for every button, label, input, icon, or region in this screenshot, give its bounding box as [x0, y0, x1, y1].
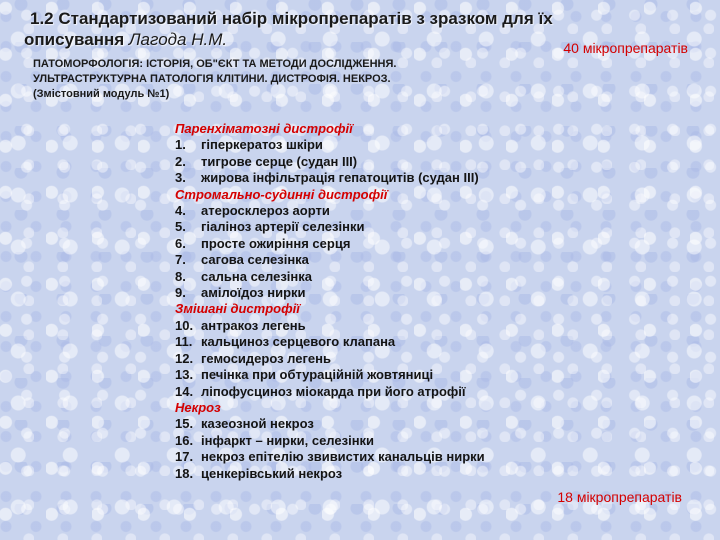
item-text: тигрове серце (судан III): [201, 153, 358, 169]
item-number: 11.: [175, 334, 193, 350]
item-number: 1.: [175, 137, 186, 153]
list-item: [175, 449, 535, 465]
item-number: 6.: [175, 235, 186, 251]
item-text: гемосидероз легень: [201, 350, 331, 366]
module-subheading: [33, 57, 396, 102]
slide-title-line1: 1.2 Стандартизований набір мікропрепаратів з зразком для їх: [30, 9, 553, 28]
list-item: [175, 203, 535, 219]
item-text: кальциноз серцевого клапана: [201, 334, 396, 350]
category-heading: Змішані дистрофії: [175, 301, 300, 317]
subheading-line1: ПАТОМОРФОЛОГІЯ: ІСТОРІЯ, ОБ"ЄКТ ТА МЕТОДИ ДОСЛІДЖЕННЯ.: [33, 58, 397, 70]
list-item: [175, 416, 535, 432]
item-number: 2.: [175, 153, 186, 169]
item-text: антракоз легень: [201, 317, 306, 333]
list-item: [175, 285, 535, 301]
category-heading: Паренхіматозні дистрофії: [175, 121, 353, 136]
category-heading: Стромально-судинні дистрофії: [175, 186, 388, 202]
item-text: ліпофусциноз міокарда при його атрофії: [201, 383, 466, 399]
item-number: 9.: [175, 285, 186, 301]
section-count-label: 18 мікропрепаратів: [557, 489, 682, 505]
list-item: [175, 334, 535, 350]
slide-title: [24, 8, 630, 50]
category-heading: Некроз: [175, 399, 221, 415]
list-item: [175, 351, 535, 367]
item-number: 3.: [175, 170, 186, 186]
list-item: [175, 384, 535, 400]
item-text: сагова селезінка: [201, 252, 309, 268]
item-text: казеозной некроз: [201, 416, 314, 432]
list-item: [175, 318, 535, 334]
list-item: [175, 269, 535, 285]
item-text: амілоїдоз нирки: [201, 285, 306, 301]
author-name: Лагода Н.М.: [128, 30, 228, 49]
list-item: [175, 154, 535, 170]
item-number: 17.: [175, 449, 194, 465]
item-number: 18.: [175, 465, 194, 481]
item-number: 8.: [175, 268, 186, 284]
slide-title-word: описування: [24, 30, 125, 49]
item-text: атеросклероз аорти: [201, 203, 330, 219]
item-number: 14.: [175, 383, 194, 399]
item-number: 16.: [175, 432, 194, 448]
list-item: [175, 252, 535, 268]
item-number: 15.: [175, 416, 194, 432]
list-item: [175, 433, 535, 449]
specimen-list: [175, 121, 535, 482]
item-text: гіаліноз артерії селезінки: [201, 219, 365, 235]
subheading-line3: (Змістовний модуль №1): [33, 88, 170, 100]
item-text: ценкерівський некроз: [201, 465, 343, 481]
item-text: просте ожиріння серця: [201, 235, 351, 251]
item-text: гіперкератоз шкіри: [201, 137, 323, 153]
item-number: 4.: [175, 203, 186, 219]
list-item: [175, 466, 535, 482]
item-text: печінка при обтураційній жовтяниці: [201, 367, 434, 383]
item-number: 5.: [175, 219, 186, 235]
slide-title-line2: [24, 29, 630, 50]
item-text: інфаркт – нирки, селезінки: [201, 432, 375, 448]
item-number: 7.: [175, 252, 186, 268]
subheading-line2: УЛЬТРАСТРУКТУРНА ПАТОЛОГІЯ КЛІТИНИ. ДИСТРОФІЯ. НЕКРОЗ.: [33, 73, 391, 85]
list-item: [175, 219, 535, 235]
list-item: [175, 170, 535, 186]
list-item: [175, 236, 535, 252]
item-text: некроз епітелію звивистих канальців нирки: [201, 449, 485, 465]
list-item: [175, 137, 535, 153]
item-number: 10.: [175, 317, 194, 333]
item-text: жирова інфільтрація гепатоцитів (судан III): [201, 170, 479, 186]
item-text: сальна селезінка: [201, 268, 313, 284]
item-number: 12.: [175, 350, 194, 366]
list-item: [175, 367, 535, 383]
item-number: 13.: [175, 367, 194, 383]
total-count-label: 40 мікропрепаратів: [563, 40, 688, 56]
